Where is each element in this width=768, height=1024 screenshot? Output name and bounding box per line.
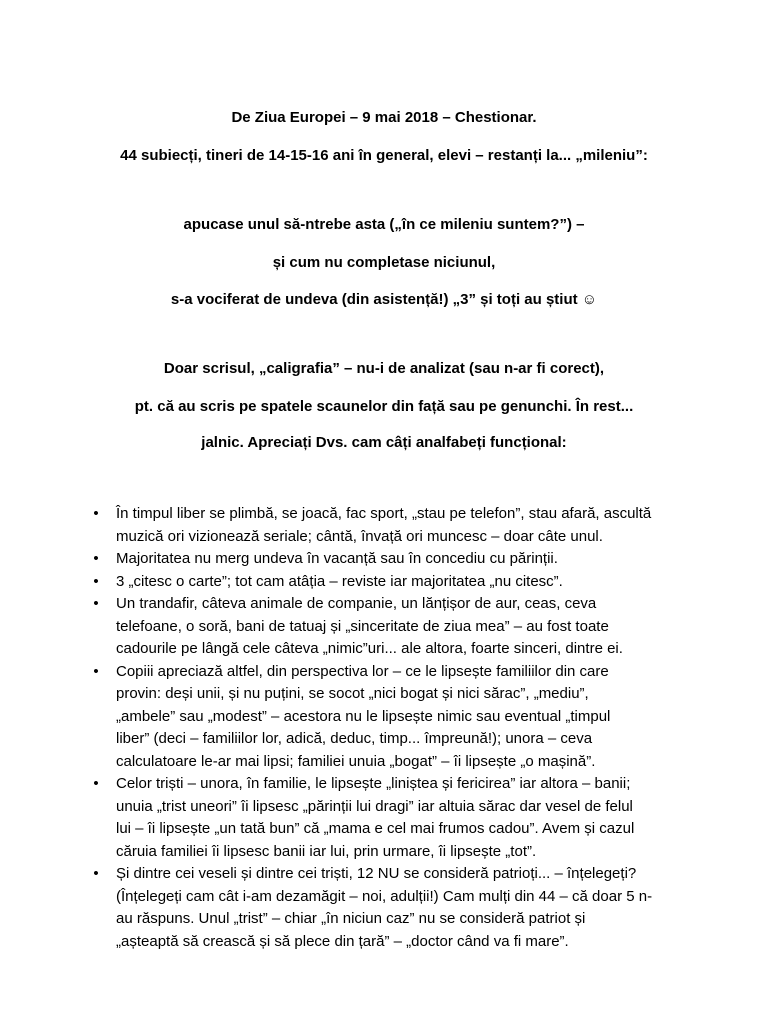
list-item-line: calculatoare le-ar mai lipsi; familiei unuia „bogat” – îi lipsește „o mașină”. <box>116 752 596 770</box>
document-title: De Ziua Europei – 9 mai 2018 – Chestionar. <box>231 109 537 126</box>
list-item-line: muzică ori vizionează seriale; cântă, învață ori muncesc – doar câte unul. <box>116 527 603 545</box>
bullet-icon: • <box>93 572 99 590</box>
bullet-icon: • <box>93 775 99 792</box>
list-item-line: cadourile pe lângă cele câteva „nimic”uri... ale altora, foarte sinceri, dintre ei. <box>116 640 623 657</box>
list-item <box>88 503 718 548</box>
intro-line: s-a vociferat de undeva (din asistență!) „3” și toți au știut ☺ <box>170 291 598 308</box>
list-item-line: au răspuns. Unul „trist” – chiar „în niciun caz” nu se consideră patriot și <box>116 910 586 927</box>
bullet-icon: • <box>93 595 99 612</box>
list-item-line: Și dintre cei veseli și dintre cei triști, 12 NU se consideră patrioți... – înțelegeți? <box>116 865 637 882</box>
list-item-line: Majoritatea nu merg undeva în vacanță sau în concediu cu părinții. <box>116 550 558 567</box>
list-item-line: liber” (deci – familiilor lor, adică, deduc, timp... împreună!); unora – ceva <box>116 730 593 747</box>
bullet-icon: • <box>93 865 99 882</box>
list-item-line: (Înțelegeți cam cât i-am dezamăgit – noi, adulții!) Cam mulți din 44 – că doar 5 n- <box>116 887 653 905</box>
note-line: jalnic. Apreciați Dvs. cam câți analfabeți funcțional: <box>201 434 567 451</box>
bullet-icon: • <box>93 505 99 522</box>
list-item <box>88 773 718 863</box>
list-item-line: provin: deși unii, și nu puțini, se socot „nici bogat și nici sărac”, „mediu”, <box>116 685 589 702</box>
note-line: Doar scrisul, „caligrafia” – nu-i de analizat (sau n-ar fi corect), <box>163 360 605 377</box>
intro-line: și cum nu completase niciunul, <box>272 254 496 271</box>
survey-results-list <box>88 503 718 953</box>
list-item <box>88 863 718 953</box>
list-item-line: Celor triști – unora, în familie, le lipsește „liniștea și fericirea” iar altora – banii; <box>116 775 631 792</box>
list-item <box>88 548 718 571</box>
list-item-line: Un trandafir, câteva animale de companie, un lănțișor de aur, ceas, ceva <box>116 595 597 612</box>
list-item-line: lui – îi lipsește „un tată bun” că „mama e cel mai frumos cadou”. Avem și cazul <box>116 820 635 837</box>
intro-line: apucase unul să-ntrebe asta („în ce mileniu suntem?”) – <box>183 216 585 233</box>
list-item-line: unuia „trist uneori” îi lipsesc „părinții lui dragi” iar altuia sărac dar vesel de felul <box>116 797 633 815</box>
list-item <box>88 593 718 661</box>
bullet-icon: • <box>93 550 99 567</box>
note-line: pt. că au scris pe spatele scaunelor din față sau pe genunchi. În rest... <box>134 398 634 415</box>
document-subtitle: 44 subiecți, tineri de 14-15-16 ani în general, elevi – restanți la... „mileniu”: <box>120 147 648 164</box>
list-item <box>88 571 718 594</box>
list-item-line: „așteaptă să crească și să plece din țară” – „doctor când va fi mare”. <box>116 932 569 950</box>
list-item-line: Copiii apreciază altfel, din perspectiva lor – ce le lipsește familiilor din care <box>116 662 609 680</box>
list-item-line: În timpul liber se plimbă, se joacă, fac sport, „stau pe telefon”, stau afară, ascultă <box>116 505 652 522</box>
list-item-line: „ambele” sau „modest” – acestora nu le lipsește nimic sau eventual „timpul <box>116 707 611 725</box>
list-item-line: 3 „citesc o carte”; tot cam atâția – reviste iar majoritatea „nu citesc”. <box>116 572 563 590</box>
bullet-icon: • <box>93 662 99 680</box>
list-item <box>88 661 718 774</box>
list-item-line: telefoane, o soră, bani de tatuaj și „sinceritate de ziua mea” – au fost toate <box>116 617 609 635</box>
list-item-line: căruia familiei îi lipsesc banii iar lui, prin urmare, îi lipsește „tot”. <box>116 842 537 860</box>
